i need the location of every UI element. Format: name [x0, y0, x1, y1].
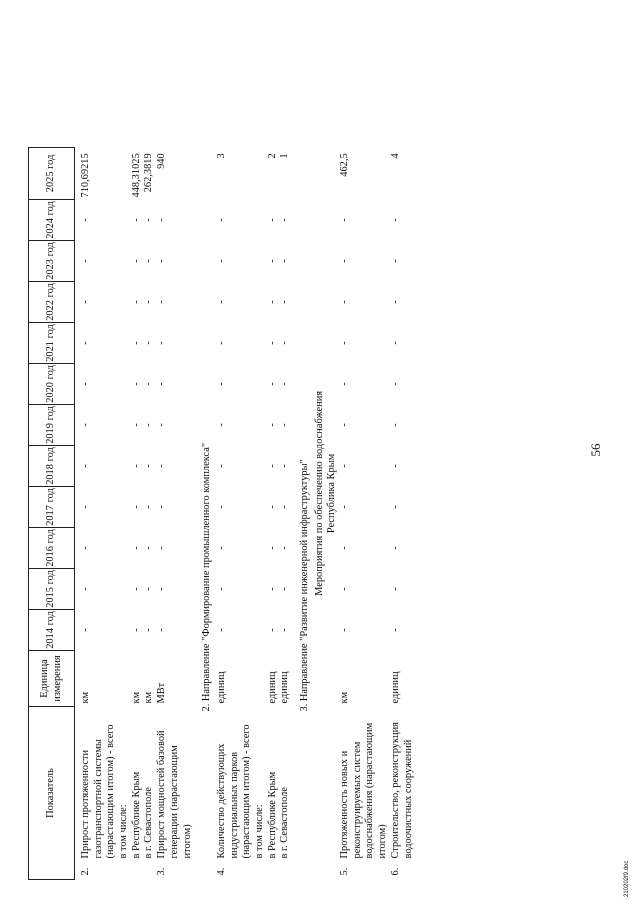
row-value: - [215, 546, 227, 550]
table-row [216, 147, 254, 879]
row-value [118, 323, 131, 364]
row-value: - [279, 505, 291, 509]
row-value: - [266, 628, 278, 632]
row-value: - [266, 382, 278, 386]
row-value: - [130, 505, 142, 509]
row-value [118, 282, 131, 323]
row-value [118, 364, 131, 405]
row-value: - [279, 587, 291, 591]
row-value: - [80, 628, 91, 632]
row-value: - [156, 259, 168, 263]
table-row [75, 147, 119, 879]
row-value: - [143, 341, 155, 345]
row-unit: единиц [215, 671, 227, 704]
row-value: - [266, 464, 278, 468]
row-value: - [215, 341, 227, 345]
row-value [254, 610, 267, 651]
row-value: - [279, 218, 291, 222]
table-row [131, 147, 144, 879]
page-number: 56 [588, 443, 603, 457]
row-value: - [80, 587, 91, 591]
row-indicator: в г. Севастополе [279, 787, 291, 859]
row-value: - [143, 505, 155, 509]
row-value [118, 200, 131, 241]
row-value: - [156, 218, 168, 222]
row-value: - [339, 423, 351, 427]
row-value: - [80, 218, 91, 222]
row-unit: единиц [389, 671, 401, 704]
row-value: - [339, 464, 351, 468]
table-row [267, 147, 280, 879]
row-value: - [130, 218, 142, 222]
row-value: - [279, 341, 291, 345]
row-unit: км [130, 691, 142, 704]
row-value: - [266, 300, 278, 304]
row-unit: единиц [279, 671, 291, 704]
table-row [339, 147, 390, 879]
row-value: - [143, 423, 155, 427]
row-unit: км [339, 691, 351, 704]
header-year: 2023 год [29, 241, 75, 282]
row-value: - [156, 382, 168, 386]
footer-file-code: 210202f9.doc [624, 860, 630, 897]
table-row [254, 147, 267, 879]
row-value: - [130, 423, 142, 427]
table-row [156, 147, 194, 879]
row-value: - [156, 546, 168, 550]
row-unit: км [143, 691, 155, 704]
row-value: 940 [156, 153, 168, 169]
row-value: - [389, 546, 401, 550]
row-value: - [130, 546, 142, 550]
row-value [254, 323, 267, 364]
row-value: - [80, 546, 91, 550]
row-value: - [143, 300, 155, 304]
row-value [254, 528, 267, 569]
row-value: - [339, 300, 351, 304]
row-value [118, 446, 131, 487]
row-value: 1 [279, 153, 291, 159]
row-value [254, 241, 267, 282]
row-unit [118, 651, 131, 707]
row-value: 448,31025 [130, 153, 142, 198]
row-value: - [215, 300, 227, 304]
row-indicator: Протяженность новых и реконструируемых систем водоснабжения (нарастающим итогом) [339, 722, 389, 859]
row-value [118, 487, 131, 528]
header-year: 2014 год [29, 610, 75, 651]
row-value [254, 147, 267, 199]
row-value: - [80, 423, 91, 427]
header-indicator: Показатель [29, 707, 75, 880]
row-value: - [156, 341, 168, 345]
row-number: 4. [215, 867, 227, 876]
header-year: 2016 год [29, 528, 75, 569]
row-value: - [389, 505, 401, 509]
row-value [254, 487, 267, 528]
row-value: - [389, 628, 401, 632]
row-value: - [389, 382, 401, 386]
row-value: - [143, 587, 155, 591]
row-unit [254, 651, 267, 707]
row-value: - [130, 628, 142, 632]
row-value: - [215, 382, 227, 386]
row-value [254, 405, 267, 446]
row-value: - [339, 341, 351, 345]
row-value: - [389, 587, 401, 591]
row-value: - [266, 546, 278, 550]
row-number: 2. [80, 867, 91, 876]
row-value: 462,5 [339, 153, 351, 177]
row-indicator: в Республике Крым [266, 771, 278, 859]
header-year: 2021 год [29, 323, 75, 364]
header-year: 2020 год [29, 364, 75, 405]
row-value: 2 [266, 153, 278, 159]
section-2-title: 2. Направление "Формирование промышленного комплекса" [201, 442, 213, 712]
header-year: 2024 год [29, 200, 75, 241]
row-value: - [143, 628, 155, 632]
row-indicator: Строительство, реконструкция водоочистных сооружений [389, 722, 414, 859]
row-value: - [80, 259, 91, 263]
row-value: - [339, 628, 351, 632]
row-value: - [80, 341, 91, 345]
row-value: - [279, 300, 291, 304]
row-value: - [339, 587, 351, 591]
row-value: - [156, 300, 168, 304]
row-indicator: в том числе: [253, 804, 265, 859]
row-value: - [266, 423, 278, 427]
row-value: - [130, 464, 142, 468]
row-value: 710,69215 [80, 153, 91, 198]
row-value: - [80, 505, 91, 509]
row-value: - [143, 464, 155, 468]
row-value [118, 610, 131, 651]
section-3-subtitle: Мероприятия по обеспечению водоснабжения [313, 390, 325, 596]
row-value: - [389, 464, 401, 468]
row-value: - [156, 587, 168, 591]
row-value: - [389, 259, 401, 263]
row-value: - [339, 382, 351, 386]
row-number [254, 862, 267, 880]
row-value: - [279, 382, 291, 386]
row-number [118, 862, 131, 880]
section-3-title: 3. Направление "Развитие инженерной инфраструктуры" [299, 459, 310, 712]
row-indicator: в том числе: [118, 804, 130, 859]
row-number [143, 862, 156, 880]
row-value [118, 569, 131, 610]
row-indicator: Прирост мощностей базовой генерации (нарастающим итогом) [156, 730, 193, 859]
table-header-row [29, 147, 75, 879]
row-value: - [215, 628, 227, 632]
row-value [118, 241, 131, 282]
row-value: - [389, 423, 401, 427]
row-value: - [130, 341, 142, 345]
row-value: 262,3819 [143, 153, 155, 193]
row-value: - [215, 259, 227, 263]
row-value: - [339, 546, 351, 550]
table-row [143, 147, 156, 879]
row-value: - [143, 259, 155, 263]
table-row [118, 147, 131, 879]
header-year: 2019 год [29, 405, 75, 446]
row-value: - [156, 505, 168, 509]
row-number [267, 862, 280, 880]
row-number: 6. [389, 867, 401, 876]
row-value: - [339, 505, 351, 509]
header-year: 2025 год [29, 147, 75, 199]
row-value: - [80, 300, 91, 304]
row-value: - [130, 300, 142, 304]
row-value: 4 [389, 153, 401, 159]
row-number [131, 862, 144, 880]
table-row [279, 147, 292, 879]
row-value: - [156, 464, 168, 468]
row-value: - [130, 259, 142, 263]
row-value: - [215, 464, 227, 468]
row-value: - [215, 587, 227, 591]
section-row [292, 147, 314, 879]
row-value [118, 147, 131, 199]
row-indicator: в г. Севастополе [143, 787, 155, 859]
row-value: - [389, 341, 401, 345]
table-row [390, 147, 415, 879]
row-value: - [215, 218, 227, 222]
row-value: - [266, 259, 278, 263]
indicators-table [28, 147, 415, 880]
row-value [118, 405, 131, 446]
row-value: - [143, 218, 155, 222]
section-row [326, 147, 339, 879]
row-number [279, 862, 292, 880]
row-unit: МВт [156, 682, 168, 704]
row-value: - [130, 587, 142, 591]
row-value: - [215, 505, 227, 509]
row-value: 3 [215, 153, 227, 159]
row-value: - [80, 382, 91, 386]
row-value: - [156, 423, 168, 427]
table-body [75, 147, 416, 879]
row-value: - [279, 259, 291, 263]
row-number: 5. [339, 867, 351, 876]
row-value [254, 364, 267, 405]
row-value: - [279, 423, 291, 427]
row-value: - [389, 300, 401, 304]
row-value [254, 282, 267, 323]
row-value: - [156, 628, 168, 632]
section-row [314, 147, 327, 879]
row-value: - [339, 259, 351, 263]
row-value [254, 569, 267, 610]
row-value [254, 446, 267, 487]
row-indicator: Количество действующих индустриальных парков (нарастающим итогом) - всего [215, 724, 253, 859]
row-value: - [80, 464, 91, 468]
row-unit: км [80, 691, 91, 704]
row-value: - [279, 546, 291, 550]
header-year: 2017 год [29, 487, 75, 528]
row-unit: единиц [266, 671, 278, 704]
row-indicator: в Республике Крым [130, 771, 142, 859]
header-unit: Единица измерения [29, 651, 75, 707]
row-value: - [266, 341, 278, 345]
row-value: - [279, 628, 291, 632]
header-year: 2015 год [29, 569, 75, 610]
row-value: - [143, 382, 155, 386]
row-value: - [279, 464, 291, 468]
row-value: - [266, 505, 278, 509]
row-value: - [389, 218, 401, 222]
section-row [194, 147, 216, 879]
row-value: - [130, 382, 142, 386]
row-value [118, 528, 131, 569]
row-value: - [339, 218, 351, 222]
row-value: - [143, 546, 155, 550]
row-value: - [215, 423, 227, 427]
section-3-region: Республика Крым [326, 453, 338, 534]
row-indicator: Прирост протяженности газотранспортной системы (нарастающим итогом) - всего [80, 724, 117, 859]
header-year: 2018 год [29, 446, 75, 487]
row-value: - [266, 218, 278, 222]
header-year: 2022 год [29, 282, 75, 323]
row-value [254, 200, 267, 241]
row-value: - [266, 587, 278, 591]
row-number: 3. [156, 867, 168, 876]
